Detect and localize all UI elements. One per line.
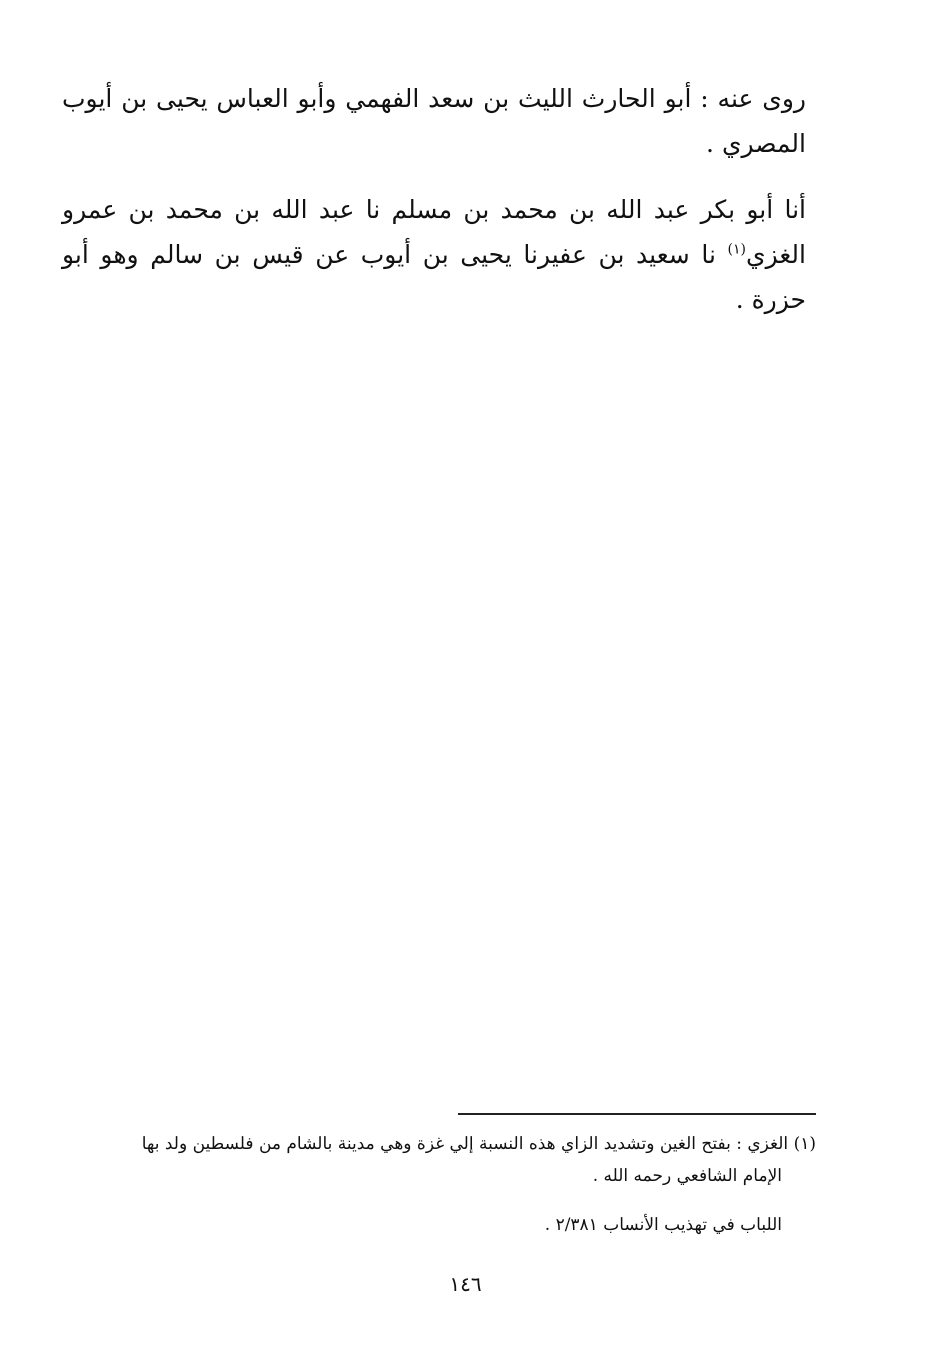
isnad-text-end: نا سعيد بن عفيرنا يحيى بن أيوب عن قيس بن سالم وهو أبو حزرة . — [62, 240, 806, 314]
footnote-1 — [78, 1128, 816, 1192]
page-number: ١٤٦ — [449, 1272, 482, 1296]
narrators-text: روى عنه : أبو الحارث الليث بن سعد الفهمي وأبو العباس يحيى بن أيوب المصري . — [62, 84, 806, 158]
footnote-separator — [458, 1113, 816, 1115]
footnote-source-text: اللباب في تهذيب الأنساب ٢/٣٨١ . — [544, 1215, 782, 1235]
footnote-reference-mark[interactable]: (١) — [727, 241, 746, 258]
isnad-paragraph — [62, 187, 806, 322]
footnote-source — [78, 1209, 816, 1241]
footnote-continuation: الإمام الشافعي رحمه الله . — [592, 1166, 782, 1186]
isnad-text-start: أنا أبو بكر عبد الله بن محمد بن مسلم نا عبد الله بن محمد بن عمرو الغزي — [62, 195, 806, 269]
footnote-text: الغزي : بفتح الغين وتشديد الزاي هذه النسبة إلي غزة وهي مدينة بالشام من فلسطين ولد بها — [141, 1134, 789, 1154]
narrators-paragraph — [62, 76, 806, 166]
footnote-number: (١) — [793, 1134, 816, 1154]
